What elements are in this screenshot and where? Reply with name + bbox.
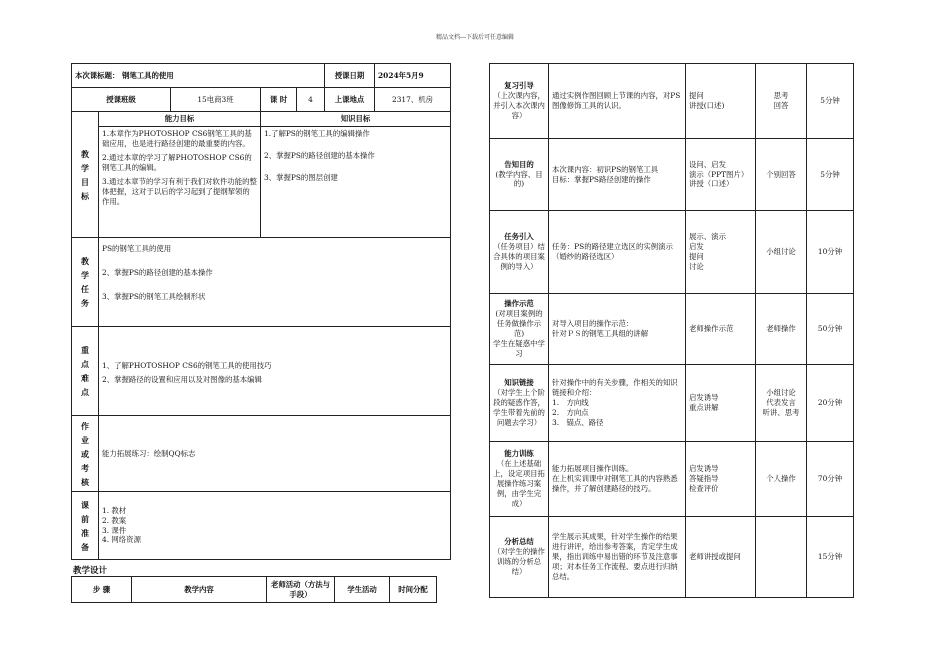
- step-time: 5分钟: [807, 139, 854, 211]
- homework-side-label: [72, 416, 99, 492]
- step-teacher: 提问 讲授(口述): [686, 64, 756, 139]
- col-time-head: 时间分配: [390, 577, 437, 603]
- side-label-text: 课 前 准 备: [81, 499, 89, 552]
- list-item: 1. 教材: [102, 505, 127, 515]
- step-content: 针对操作中的有关步骤，作相关的知识链接和介绍： 1. 方向线 2. 方向点 3. 锚点、路径: [549, 365, 686, 442]
- side-label-text: 教 学 任 务: [81, 256, 89, 308]
- step-name: 复习引导: [504, 81, 534, 91]
- list-item: 4. 网络资源: [102, 535, 141, 545]
- list-item: 2、掌握PS的路径创建的基本操作: [264, 150, 375, 160]
- step-cell: [490, 517, 549, 598]
- homework-text: 能力拓展练习：绘制QQ标志: [99, 416, 451, 492]
- step-cell: [490, 442, 549, 517]
- tasks-list: [99, 238, 451, 327]
- step-teacher: 启发诱导 答疑指导 检查评价: [686, 442, 756, 517]
- step-teacher: 老师讲授或提问: [686, 517, 756, 598]
- step-student: 个别回答: [756, 139, 807, 211]
- side-label-text: 作 业 或 考 核: [81, 420, 89, 487]
- list-item: 3、掌握PS的钢笔工具绘制形状: [102, 291, 206, 301]
- design-header-table: [71, 576, 437, 603]
- step-teacher: 展示、演示 启发 提问 讨论: [686, 211, 756, 294]
- list-item: 1.本章作为PHOTOSHOP CS6钢笔工具的基础应用，也是进行路径创建的最重要的内容。: [102, 129, 252, 148]
- lesson-title-label: 本次课标题：: [75, 70, 120, 80]
- step-sub: （对学生的操作训练的分析总结）: [493, 547, 545, 576]
- step-time: 50分钟: [807, 294, 854, 365]
- list-item: PS的钢笔工具的使用: [102, 244, 172, 253]
- tasks-side-label: [72, 238, 99, 327]
- list-item: 2. 教案: [102, 515, 127, 525]
- class-label: 授课班级: [72, 88, 171, 112]
- place-value: 2317、机房: [375, 88, 451, 112]
- list-item: 3、掌握PS的图层创建: [264, 172, 338, 182]
- table-row: [490, 442, 854, 517]
- table-row: [490, 365, 854, 442]
- step-cell: [490, 294, 549, 365]
- col-step-head: 步 骤: [72, 577, 132, 603]
- step-cell: [490, 211, 549, 294]
- step-sub: （上次课内容，并引入本次课内容）: [493, 91, 545, 120]
- step-name: 操作示范: [504, 299, 534, 309]
- step-sub: （对学生上个阶段的疑惑作答，学生带着先前的问题去学习）: [493, 388, 545, 427]
- step-content: 学生展示其成果，针对学生操作的结果进行讲评，给出参考答案，肯定学生成果，指出训练中易出错的环节及注意事项；对本任务工作流程、要点进行归纳总结。: [549, 517, 686, 598]
- step-teacher: 启发诱导 重点讲解: [686, 365, 756, 442]
- list-item: 2.通过本章的学习了解PHOTOSHOP CS6的钢笔工具的编辑。: [102, 152, 252, 172]
- step-cell: [490, 64, 549, 139]
- list-item: 3. 课件: [102, 525, 127, 535]
- class-value: 15电商3班: [171, 88, 261, 112]
- teaching-steps-table: [489, 63, 854, 598]
- step-name: 知识链接: [504, 378, 534, 388]
- prep-side-label: [72, 492, 99, 560]
- step-student: 小组讨论: [756, 211, 807, 294]
- step-student: [756, 517, 807, 598]
- step-student: 老师操作: [756, 294, 807, 365]
- step-student: 个人操作: [756, 442, 807, 517]
- date-value: 2024年5月9: [375, 64, 451, 88]
- table-row: [490, 517, 854, 598]
- step-name: 能力训练: [504, 449, 534, 459]
- step-content: 能力拓展项目操作训练。 在上机实训课中对钢笔工具的内容熟悉操作，并了解创建路径的技巧。: [549, 442, 686, 517]
- step-content: 通过实例作图回顾上节课的内容，对PS图像修饰工具的认识。: [549, 64, 686, 139]
- goals-side-label: [72, 112, 99, 238]
- step-cell: [490, 365, 549, 442]
- ability-goal-list: [99, 127, 261, 238]
- step-content: 任务：PS的路径建立选区的实例演示（婚纱的路径选区）: [549, 211, 686, 294]
- step-time: 10分钟: [807, 211, 854, 294]
- lesson-title-cell: [72, 64, 325, 88]
- step-name: 告知目的: [504, 159, 534, 169]
- hours-label: 课 时: [261, 88, 297, 112]
- step-content: 本次课内容：初识PS的钢笔工具 目标：掌握PS路径创建的操作: [549, 139, 686, 211]
- list-item: 1、了解PHOTOSHOP CS6的钢笔工具的使用技巧: [102, 361, 272, 370]
- date-label: 授课日期: [325, 64, 375, 88]
- side-label-text: 教 学 目 标: [81, 148, 89, 201]
- place-label: 上课地点: [325, 88, 375, 112]
- step-name: 任务引入: [504, 232, 534, 242]
- step-sub: (教学内容、目的): [495, 169, 543, 189]
- table-row: [490, 211, 854, 294]
- list-item: 3.通过本章节的学习有利于我们对软件功能的整体把握，这对于以后的学习起到了提纲挈领的作用。: [102, 176, 257, 206]
- hours-value: 4: [297, 88, 325, 112]
- step-teacher: 设问、启发 演示（PPT图片） 讲授（口述）: [686, 139, 756, 211]
- col-student-head: 学生活动: [335, 577, 390, 603]
- table-row: [490, 139, 854, 211]
- step-teacher: 老师操作示范: [686, 294, 756, 365]
- lesson-title-value: 钢笔工具的使用: [121, 70, 174, 80]
- step-time: 15分钟: [807, 517, 854, 598]
- step-cell: [490, 139, 549, 211]
- prep-list: [99, 492, 451, 560]
- step-sub: (对项目案例的任务做操作示范) 学生在疑惑中学习: [493, 309, 545, 358]
- step-student: 小组讨论 代表发言 听讲、思考: [756, 365, 807, 442]
- knowledge-goal-list: [261, 127, 451, 238]
- ability-goal-head: 能力目标: [99, 112, 261, 127]
- step-time: 20分钟: [807, 365, 854, 442]
- keypoints-side-label: [72, 327, 99, 416]
- step-sub: （任务项目）结合具体的项目案例的导入）: [493, 242, 545, 271]
- design-section-title: 教学设计: [73, 566, 108, 576]
- step-name: 分析总结: [504, 537, 534, 547]
- lesson-info-table: [71, 63, 451, 560]
- col-teacher-head: 老师活动（方法与手段）: [267, 577, 335, 603]
- table-row: [490, 294, 854, 365]
- header-note: 精品文档---下载后可任意编辑: [435, 34, 515, 41]
- step-time: 5分钟: [807, 64, 854, 139]
- knowledge-goal-head: 知识目标: [261, 112, 451, 127]
- col-content-head: 教学内容: [132, 577, 267, 603]
- step-content: 对导入项目的操作示范： 针对ＰＳ的钢笔工具组的讲解: [549, 294, 686, 365]
- keypoints-list: [99, 327, 451, 416]
- step-time: 70分钟: [807, 442, 854, 517]
- list-item: 2、掌握PS的路径创建的基本操作: [102, 267, 213, 277]
- table-row: [490, 64, 854, 139]
- list-item: 2、掌握路径的设置和应用以及对图像的基本编辑: [102, 374, 262, 384]
- list-item: 1.了解PS的钢笔工具的编辑操作: [264, 129, 370, 138]
- step-student: 思考 回答: [756, 64, 807, 139]
- step-sub: （在上述基础上，设定项目拓展操作练习案例，由学生完成）: [493, 459, 545, 508]
- side-label-text: 重 点 难 点: [81, 345, 89, 397]
